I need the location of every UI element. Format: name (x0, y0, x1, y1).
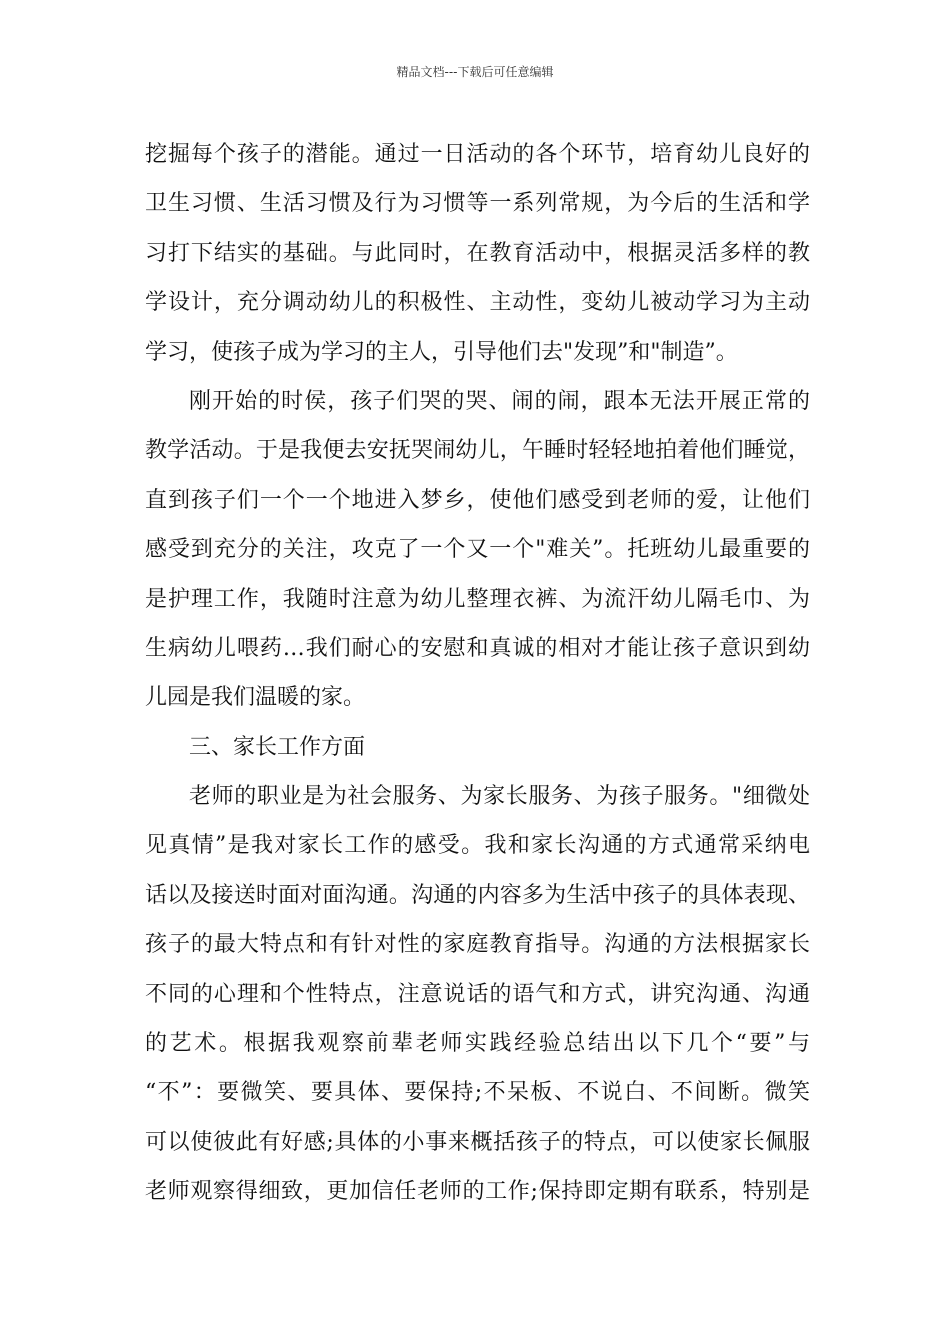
section-heading: 三、家长工作方面 (189, 734, 366, 760)
text-line: 不同的心理和个性特点，注意说话的语气和方式，讲究沟通、沟通 (145, 981, 810, 1007)
text-line: “不”：要微笑、要具体、要保持;不呆板、不说白、不间断。微笑 (145, 1080, 810, 1106)
text-line: 是护理工作，我随时注意为幼儿整理衣裤、为流汗幼儿隔毛巾、为 (145, 586, 810, 612)
text-line: 的艺术。根据我观察前辈老师实践经验总结出以下几个“要”与 (145, 1031, 810, 1057)
text-line: 学习，使孩子成为学习的主人，引导他们去"发现”和"制造”。 (145, 339, 738, 365)
text-line: 挖掘每个孩子的潜能。通过一日活动的各个环节，培育幼儿良好的 (145, 142, 810, 167)
text-line: 直到孩子们一个一个地进入梦乡，使他们感受到老师的爱，让他们 (145, 487, 810, 513)
text-line: 老师观察得细致，更加信任老师的工作;保持即定期有联系，特别是 (145, 1179, 810, 1205)
text-line: 教学活动。于是我便去安抚哭闹幼儿，午睡时轻轻地拍着他们睡觉， (145, 438, 810, 464)
text-line: 见真情”是我对家长工作的感受。我和家长沟通的方式通常采纳电 (145, 833, 810, 859)
text-line: 生病幼儿喂药…我们耐心的安慰和真诚的相对才能让孩子意识到幼 (145, 635, 810, 661)
text-line: 卫生习惯、生活习惯及行为习惯等一系列常规，为今后的生活和学 (145, 191, 810, 217)
text-line: 习打下结实的基础。与此同时，在教育活动中，根据灵活多样的教 (145, 240, 810, 266)
text-line: 可以使彼此有好感;具体的小事来概括孩子的特点，可以使家长佩服 (145, 1129, 810, 1155)
text-line: 孩子的最大特点和有针对性的家庭教育指导。沟通的方法根据家长 (145, 932, 810, 958)
paragraph-first-line: 刚开始的时侯，孩子们哭的哭、闹的闹，跟本无法开展正常的 (189, 388, 810, 414)
text-line: 话以及接送时面对面沟通。沟通的内容多为生活中孩子的具体表现、 (145, 882, 810, 908)
text-line: 学设计，充分调动幼儿的积极性、主动性，变幼儿被动学习为主动 (145, 290, 810, 316)
document-body (145, 130, 810, 1217)
paragraph-first-line: 老师的职业是为社会服务、为家长服务、为孩子服务。"细微处 (189, 784, 810, 810)
text-line: 感受到充分的关注，攻克了一个又一个"难关”。托班幼儿最重要的 (145, 537, 810, 563)
page-header: 精品文档---下载后可任意编辑 (396, 65, 554, 79)
text-line: 儿园是我们温暖的家。 (145, 685, 366, 711)
